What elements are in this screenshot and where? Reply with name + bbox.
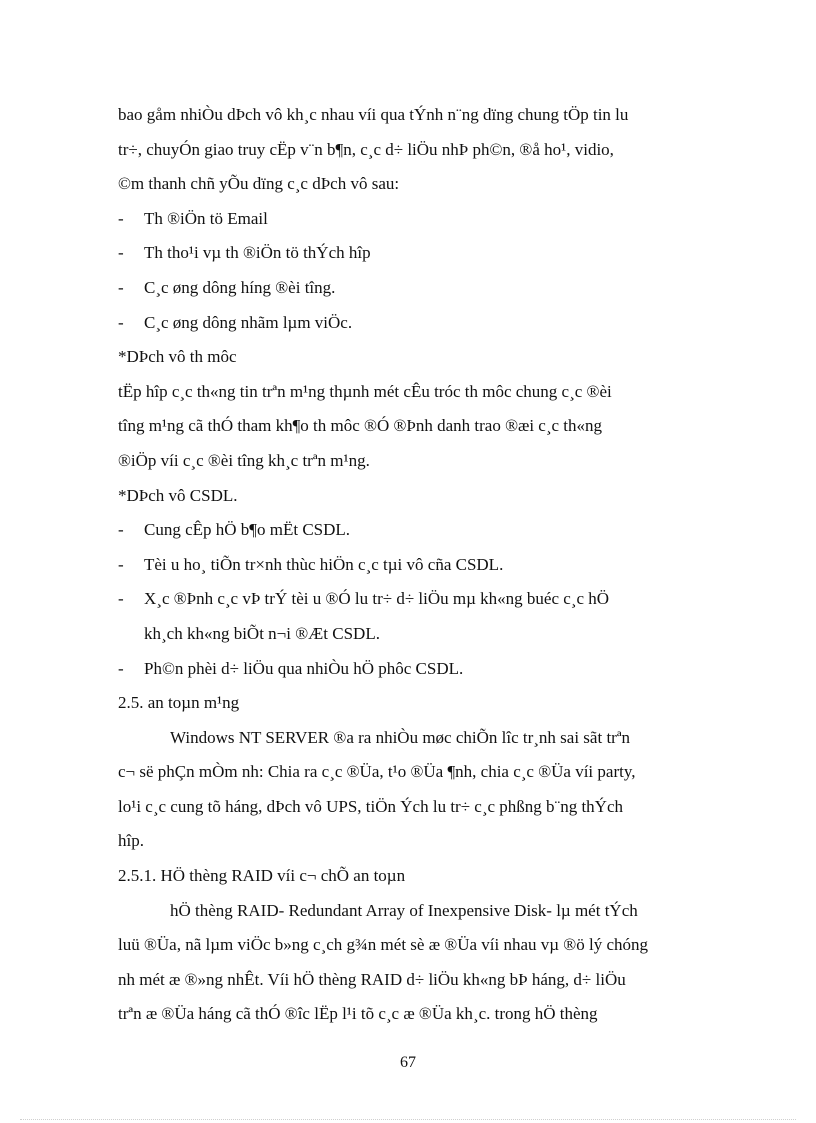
text-line: tîng m¹ng cã thÓ tham kh¶o th môc ®Ó ®Þnh danh trao ®æi c¸c th«ng bbox=[118, 416, 603, 436]
text-line: c¬ së phÇn mÒm nh: Chia ra c¸c ®Üa, t¹o ®Üa ¶nh, chia c¸c ®Üa víi party, bbox=[118, 762, 636, 782]
bullet-item bbox=[118, 548, 698, 583]
body-text bbox=[118, 98, 698, 1032]
bullet-text: C¸c øng dông nhãm lµm viÖc. bbox=[144, 312, 353, 332]
bullet-item bbox=[118, 582, 698, 617]
text-line: Windows NT SERVER ®a ra nhiÒu møc chiÕn lîc tr¸nh sai sãt trªn bbox=[170, 727, 631, 747]
bullet-marker: - bbox=[118, 520, 124, 540]
text-line: 2.5. an toµn m¹ng bbox=[118, 693, 240, 713]
text-line: bao gåm nhiÒu dÞch vô kh¸c nhau víi qua tÝnh n¨ng dïng chung tÖp tin lu bbox=[118, 105, 629, 124]
bullet-text: Tèi u ho¸ tiÕn tr×nh thùc hiÖn c¸c tµi vô cña CSDL. bbox=[144, 554, 504, 574]
bullet-marker: - bbox=[118, 554, 124, 574]
text-line: 2.5.1. HÖ thèng RAID víi c¬ chÕ an toµn bbox=[118, 866, 406, 886]
bullet-text: Ph©n phèi d÷ liÖu qua nhiÒu hÖ phôc CSDL. bbox=[144, 658, 464, 678]
bullet-marker: - bbox=[118, 277, 124, 297]
text-line: luü ®Üa, nã lµm viÖc b»ng c¸ch g¾n mét sè æ ®Üa víi nhau vµ ®ö lý chóng bbox=[118, 935, 648, 955]
bullet-marker: - bbox=[118, 312, 124, 332]
text-line: ®iÖp víi c¸c ®èi tîng kh¸c trªn m¹ng. bbox=[118, 450, 370, 470]
bullet-item bbox=[118, 271, 698, 306]
bullet-text: Cung cÊp hÖ b¶o mËt CSDL. bbox=[144, 520, 351, 540]
bullet-text: Th ®iÖn tö Email bbox=[144, 208, 268, 228]
page-number: 67 bbox=[400, 1054, 416, 1071]
bullet-marker: - bbox=[118, 658, 124, 678]
bullet-continuation: kh¸ch kh«ng biÕt n¬i ®Æt CSDL. bbox=[144, 623, 380, 643]
bullet-text: Th tho¹i vµ th ®iÖn tö thÝch hîp bbox=[144, 243, 371, 263]
text-line: lo¹i c¸c cung tõ háng, dÞch vô UPS, tiÖn Ých lu tr÷ c¸c phßng b¨ng thÝch bbox=[118, 796, 623, 816]
bullet-text: X¸c ®Þnh c¸c vÞ trÝ tèi u ®Ó lu tr÷ d÷ liÖu mµ kh«ng buéc c¸c hÖ bbox=[144, 589, 610, 609]
bullet-marker: - bbox=[118, 589, 124, 609]
bullet-item bbox=[118, 513, 698, 548]
bullet-item bbox=[118, 652, 698, 687]
page-bottom-divider bbox=[20, 1119, 796, 1120]
bullet-item bbox=[118, 202, 698, 237]
bullet-marker: - bbox=[118, 208, 124, 228]
text-line: hîp. bbox=[118, 831, 144, 851]
text-line: *DÞch vô CSDL. bbox=[118, 485, 238, 505]
text-line: nh mét æ ®»ng nhÊt. Víi hÖ thèng RAID d÷ liÖu kh«ng bÞ háng, d÷ liÖu bbox=[118, 969, 626, 989]
bullet-text: C¸c øng dông híng ®èi tîng. bbox=[144, 277, 336, 297]
text-line: ©m thanh chñ yÕu dïng c¸c dÞch vô sau: bbox=[118, 174, 400, 194]
text-line: tr÷, chuyÓn giao truy cËp v¨n b¶n, c¸c d÷ liÖu nhÞ ph©n, ®å ho¹, vidio, bbox=[118, 139, 614, 159]
bullet-item bbox=[118, 236, 698, 271]
text-line: trªn æ ®Üa háng cã thÓ ®îc lËp l¹i tõ c¸c æ ®Üa kh¸c. trong hÖ thèng bbox=[118, 1004, 598, 1024]
bullet-item bbox=[118, 306, 698, 341]
text-line: *DÞch vô th môc bbox=[118, 347, 237, 367]
bullet-marker: - bbox=[118, 243, 124, 263]
text-line: tËp hîp c¸c th«ng tin trªn m¹ng thµnh mét cÊu tróc th môc chung c¸c ®èi bbox=[118, 381, 612, 401]
text-line: hÖ thèng RAID- Redundant Array of Inexpensive Disk- lµ mét tÝch bbox=[170, 900, 638, 920]
